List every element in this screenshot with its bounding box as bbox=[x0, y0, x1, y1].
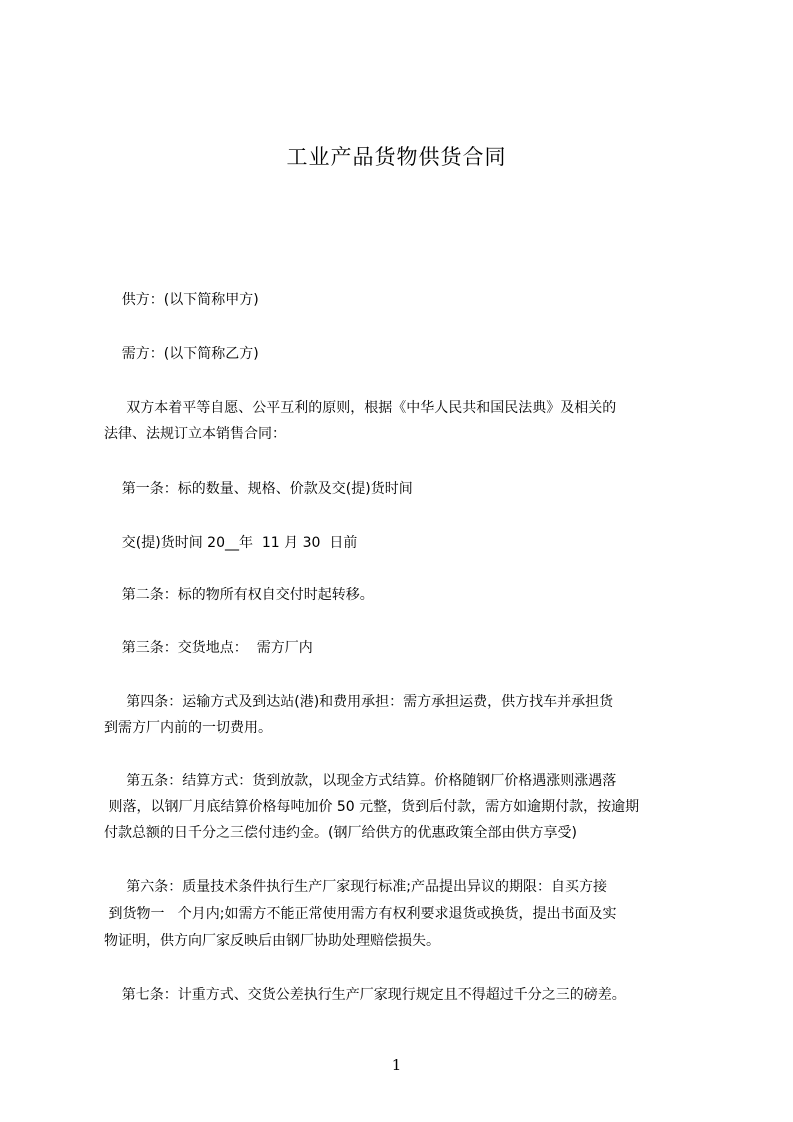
article-1-delivery-time: 交(提)货时间 20__年 11 月 30 日前 bbox=[104, 535, 358, 551]
page-number: 1 bbox=[391, 1056, 402, 1074]
article-6-line-2: 到货物一 个月内;如需方不能正常使用需方有权利要求退货或换货，提出书面及实 bbox=[104, 906, 617, 922]
supplier-line: 供方：(以下简称甲方) bbox=[104, 292, 259, 308]
article-2: 第二条：标的物所有权自交付时起转移。 bbox=[104, 587, 374, 603]
buyer-line: 需方：(以下简称乙方) bbox=[104, 346, 259, 362]
article-6-line-3: 物证明，供方向厂家反映后由钢厂协助处理赔偿损失。 bbox=[104, 933, 440, 949]
document-title: 工业产品货物供货合同 bbox=[286, 145, 507, 169]
article-5-line-2: 则落，以钢厂月底结算价格每吨加价 50 元整，货到后付款，需方如逾期付款，按逾期 bbox=[104, 799, 640, 815]
intro-line-2: 法律、法规订立本销售合同： bbox=[104, 426, 286, 442]
article-3: 第三条：交货地点： 需方厂内 bbox=[104, 640, 313, 656]
article-4-line-1: 第四条：运输方式及到达站(港)和费用承担：需方承担运费，供方找车并承担货 bbox=[104, 694, 614, 710]
intro-line-1: 双方本着平等自愿、公平互利的原则，根据《中华人民共和国民法典》及相关的 bbox=[104, 400, 617, 416]
article-4-line-2: 到需方厂内前的一切费用。 bbox=[104, 720, 272, 736]
article-1-heading: 第一条：标的数量、规格、价款及交(提)货时间 bbox=[104, 481, 413, 497]
article-5-line-1: 第五条：结算方式：货到放款，以现金方式结算。价格随钢厂价格遇涨则涨遇落 bbox=[104, 773, 617, 789]
article-6-line-1: 第六条：质量技术条件执行生产厂家现行标准;产品提出异议的期限：自买方接 bbox=[104, 879, 607, 895]
article-5-line-3: 付款总额的日千分之三偿付违约金。(钢厂给供方的优惠政策全部由供方享受) bbox=[104, 825, 577, 841]
article-7: 第七条：计重方式、交货公差执行生产厂家现行规定且不得超过千分之三的磅差。 bbox=[104, 987, 626, 1003]
